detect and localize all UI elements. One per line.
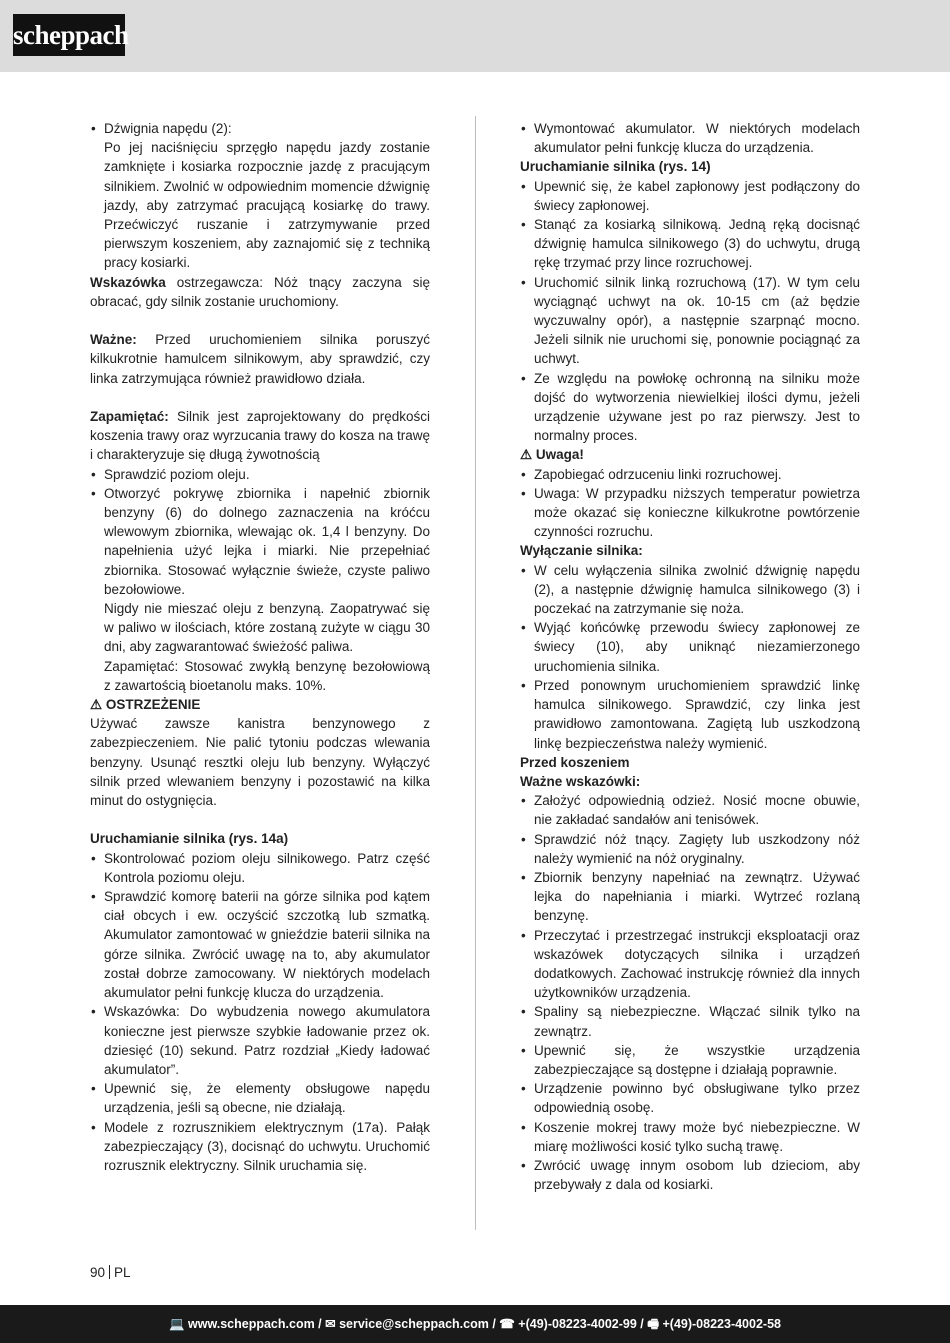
attention-heading: ⚠ Uwaga! (520, 447, 584, 463)
fuel-subparagraph: Zapamiętać: Stosować zwykłą benzynę bezołowiową z zawartością bioetanolu maks. 10%. (104, 658, 430, 693)
list-item: • Upewnić się, że kabel zapłonowy jest podłączony do świecy zapłonowej. (520, 177, 860, 215)
header-bar (0, 0, 950, 72)
start-14-list (520, 177, 860, 446)
separator-bar (109, 1265, 110, 1279)
column-divider (475, 116, 476, 1230)
page-number: 90 (90, 1265, 106, 1280)
remember-note (90, 407, 430, 465)
section-heading-stop: Wyłączanie silnika: (520, 543, 643, 559)
right-column (520, 119, 860, 1194)
fuel-item-text: Otworzyć pokrywę zbiornika i napełnić zbiornik benzyny (6) do dolnego zaznaczenia na króćcu wlewowym zbiornika, wlewając ok. 1,4 l benzyny. Do napełnienia użyć lejka i miarki. Nie przepełniać zbiornika. Stosować wyłącznie świeże, czyste paliwo bezołowiowe. (104, 485, 430, 597)
list-item (90, 119, 430, 273)
battery-list (520, 119, 860, 157)
list-item: • Urządzenie powinno być obsługiwane tylko przez odpowiednią osobę. (520, 1079, 860, 1117)
drive-lever-list (90, 119, 430, 273)
list-item: • Zwrócić uwagę innym osobom lub dzieciom, aby przebywały z dala od kosiarki. (520, 1156, 860, 1194)
section-heading-start-14a: Uruchamianie silnika (rys. 14a) (90, 831, 289, 847)
important-text: Przed uruchomieniem silnika poruszyć kilkukrotnie hamulcem silnikowym, aby sprawdzić, czy linka zatrzymująca również prawidłowo działa. (90, 332, 430, 386)
list-item: • Modele z rozrusznikiem elektrycznym (17a). Pałąk zabezpieczający (3), docisnąć do uchwytu. Uruchomić rozrusznik elektryczny. Silnik uruchamia się. (90, 1118, 430, 1176)
warning-note (90, 273, 430, 311)
fuel-subparagraph: Nigdy nie mieszać oleju z benzyną. Zaopatrywać się w paliwo w ilościach, które zostaną zużyte w ciągu 30 dni, aby zagwarantować świeżość paliwa. (104, 601, 430, 655)
brand-logo: scheppach (13, 14, 125, 56)
drive-lever-title: • Dźwignia napędu (2): (104, 121, 232, 136)
contact-footer (0, 1305, 950, 1343)
list-item: • Upewnić się, że wszystkie urządzenia zabezpieczające są dostępne i działają poprawnie. (520, 1041, 860, 1079)
list-item: • Sprawdzić nóż tnący. Zagięty lub uszkodzony nóż należy wymienić na nóż oryginalny. (520, 830, 860, 868)
website-link[interactable]: 💻 www.scheppach.com (169, 1317, 315, 1331)
list-item: • Upewnić się, że elementy obsługowe napędu urządzenia, jeśli są obecne, nie działają. (90, 1079, 430, 1117)
attention-list (520, 465, 860, 542)
list-item: • Koszenie mokrej trawy może być niebezpieczne. W miarę możliwości kosić tylko suchą trawę. (520, 1118, 860, 1156)
list-item: • Założyć odpowiednią odzież. Nosić mocne obuwie, nie zakładać sandałów ani tenisówek. (520, 791, 860, 829)
list-item: • Stanąć za kosiarką silnikową. Jedną ręką docisnąć dźwignię hamulca silnikowego (3) do uchwytu, drugą rękę trzymać przy lince rozruchowej. (520, 215, 860, 273)
list-item: • Wskazówka: Do wybudzenia nowego akumulatora konieczne jest pierwsze szybkie ładowanie przez ok. dziesięć (10) sekund. Patrz rozdział „Kiedy ładować akumulator”. (90, 1002, 430, 1079)
page-language: PL (114, 1265, 131, 1280)
remember-label: Zapamiętać: (90, 409, 169, 425)
list-item: • W celu wyłączenia silnika zwolnić dźwignię napędu (2), a następnie dźwignię hamulca silnikowego (3) i poczekać na zatrzymanie się noża. (520, 561, 860, 619)
footer-separator: / (636, 1317, 648, 1331)
list-item: • Skontrolować poziom oleju silnikowego. Patrz część Kontrola poziomu oleju. (90, 849, 430, 887)
warning-label: Wskazówka (90, 274, 166, 290)
drive-lever-body: Po jej naciśnięciu sprzęgło napędu jazdy zostanie zamknięte i kosiarka rozpocznie jazdę z pracującym silnikiem. Zwolnić w odpowiednim momencie dźwignię jazdy, aby zatrzymać pracującą kosiarkę do trawy. Przećwiczyć ruszanie i zatrzymywanie przed pierwszym koszeniem, aby zaznajomić się z techniką pracy kosiarki. (104, 140, 430, 271)
list-item: • Sprawdzić poziom oleju. (90, 465, 430, 484)
list-item: • Ze względu na powłokę ochronną na silniku może dojść do wytworzenia niewielkiej ilości dymu, jeżeli urządzenie używane jest po raz pierwszy. Jest to normalny proces. (520, 369, 860, 446)
section-heading-before-mowing: Przed koszeniem (520, 754, 630, 770)
important-note (90, 330, 430, 388)
warning-text: ostrzegawcza: Nóż tnący zaczyna się obracać, gdy silnik zostanie uruchomiony. (90, 274, 430, 309)
list-item: • Uruchomić silnik linką rozruchową (17). W tym celu wyciągnąć uchwyt na ok. 10-15 cm (aż będzie wyczuwalny opór), a następnie szarpnąć mocno. Jeżeli silnik nie uruchomi się, ponownie pociągnąć za uchwyt. (520, 273, 860, 369)
list-item: • Spaliny są niebezpieczne. Włączać silnik tylko na zewnątrz. (520, 1002, 860, 1040)
page-footer-number (90, 1265, 131, 1280)
section-heading-start-14: Uruchamianie silnika (rys. 14) (520, 159, 711, 175)
list-item: • Uwaga: W przypadku niższych temperatur powietrza może okazać się konieczne kilkukrotne powtórzenie czynności rozruchu. (520, 484, 860, 542)
caution-heading: ⚠ OSTRZEŻENIE (90, 697, 201, 713)
stop-list (520, 561, 860, 753)
important-label: Ważne: (90, 332, 137, 348)
email-link[interactable]: ✉ service@scheppach.com (325, 1317, 489, 1331)
list-item: • Zapobiegać odrzuceniu linki rozruchowej. (520, 465, 860, 484)
list-item: • Sprawdzić komorę baterii na górze silnika pod kątem ciał obcych i ew. oczyścić szczotką lub szmatką. Akumulator zamontować w gnieździe baterii silnika na górze silnika. Zwrócić uwagę na to, aby akumulator został dobrze zamocowany. W niektórych modelach akumulator pełni funkcję klucza do urządzenia. (90, 887, 430, 1002)
remember-text: Silnik jest zaprojektowany do prędkości koszenia trawy oraz wyrzucania trawy do kosza na trawę i charakteryzuje się długą żywotnością (90, 409, 430, 463)
before-mowing-list (520, 791, 860, 1194)
footer-separator: / (314, 1317, 326, 1331)
list-item: • Przed ponownym uruchomieniem sprawdzić linkę hamulca silnikowego. Sprawdzić, czy linka jest prawidłowo zamontowana. Zagiętą lub uszkodzoną linkę bezpieczeństwa należy wymienić. (520, 676, 860, 753)
list-item: • Wyjąć końcówkę przewodu świecy zapłonowej ze świecy (10), aby uniknąć niezamierzonego uruchomienia silnika. (520, 618, 860, 676)
phone-link[interactable]: ☎ +(49)-08223-4002-99 (499, 1317, 637, 1331)
fuel-list (90, 465, 430, 695)
list-item (90, 484, 430, 695)
list-item: • Zbiornik benzyny napełniać na zewnątrz. Używać lejka do napełniania i miarki. Wytrzeć rozlaną benzynę. (520, 868, 860, 926)
fax-number: 🖷 +(49)-08223-4002-58 (647, 1317, 781, 1331)
footer-separator: / (488, 1317, 500, 1331)
caution-text: Używać zawsze kanistra benzynowego z zabezpieczeniem. Nie palić tytoniu podczas wlewania benzyny. Usunąć resztki oleju lub benzyny. Wyłączyć silnik przed wlewaniem benzyny i pozostawić na kilka minut do ostygnięcia. (90, 716, 430, 809)
list-item: • Przeczytać i przestrzegać instrukcji eksploatacji oraz wskazówek dotyczących silnika i urządzeń dodatkowych. Zachować instrukcję również dla innych użytkowników urządzenia. (520, 926, 860, 1003)
section-subheading-important: Ważne wskazówki: (520, 773, 641, 789)
list-item: • Wymontować akumulator. W niektórych modelach akumulator pełni funkcję klucza do urządzenia. (520, 119, 860, 157)
left-column (90, 119, 430, 1175)
start-14a-list (90, 849, 430, 1175)
